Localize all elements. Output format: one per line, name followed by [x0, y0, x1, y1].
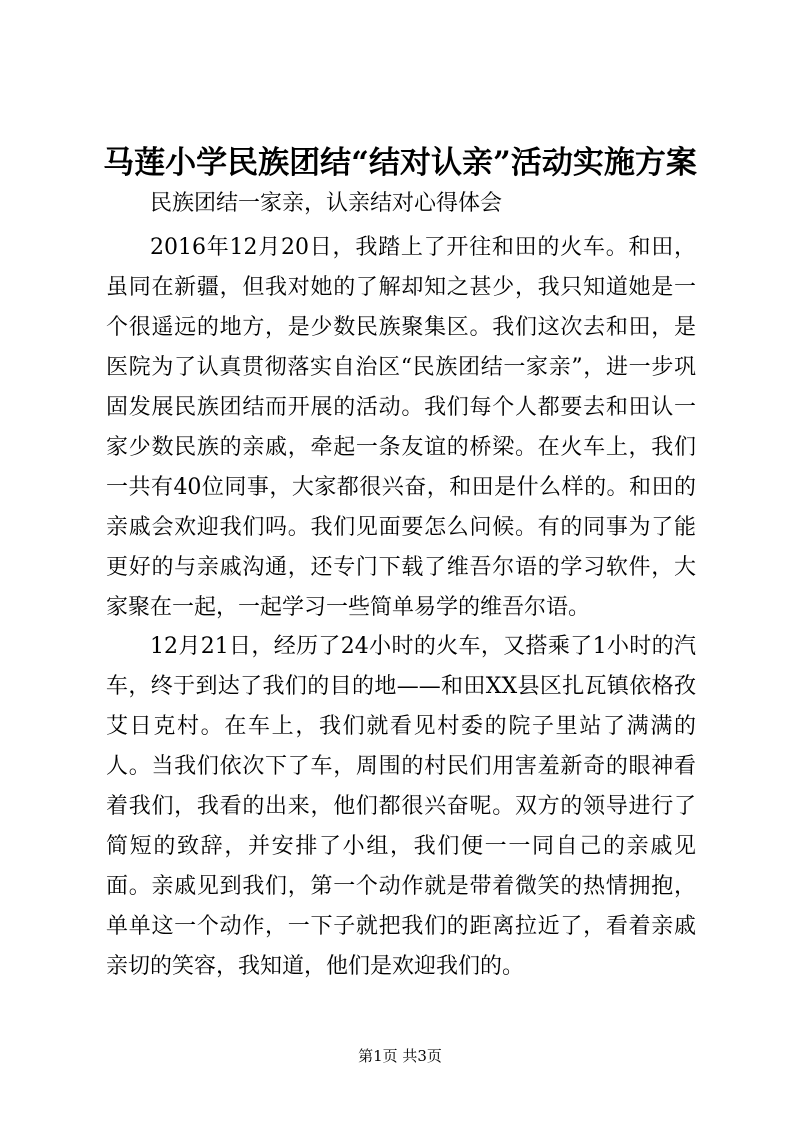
body-paragraph: 12月21日，经历了24小时的火车，又搭乘了1小时的汽车，终于到达了我们的目的地——和田XX县区扎瓦镇依格孜艾日克村。在车上，我们就看见村委的院子里站了满满的人。当我们依次下了车，周围的村民们用害羞新奇的眼神看着我们，我看的出来，他们都很兴奋呢。双方的领导进行了简短的致辞，并安排了小组，我们便一一同自己的亲戚见面。亲戚见到我们，第一个动作就是带着微笑的热情拥抱，单单这一个动作，一下子就把我们的距离拉近了，看着亲戚亲切的笑容，我知道，他们是欢迎我们的。: [106, 634, 696, 979]
document-subtitle: 民族团结一家亲，认亲结对心得体会: [150, 191, 503, 216]
page-number-footer: 第1页 共3页: [358, 1047, 442, 1065]
body-paragraph: 2016年12月20日，我踏上了开往和田的火车。和田，虽同在新疆，但我对她的了解却知之甚少，我只知道她是一个很遥远的地方，是少数民族聚集区。我们这次去和田，是医院为了认真贯彻落实自治区“民族团结一家亲”，进一步巩固发展民族团结而开展的活动。我们每个人都要去和田认一家少数民族的亲戚，牵起一条友谊的桥梁。在火车上，我们一共有40位同事，大家都很兴奋，和田是什么样的。和田的亲戚会欢迎我们吗。我们见面要怎么问候。有的同事为了能更好的与亲戚沟通，还专门下载了维吾尔语的学习软件，大家聚在一起，一起学习一些简单易学的维吾尔语。: [106, 235, 696, 620]
document-title: 马莲小学民族团结“结对认亲”活动实施方案: [103, 145, 697, 181]
